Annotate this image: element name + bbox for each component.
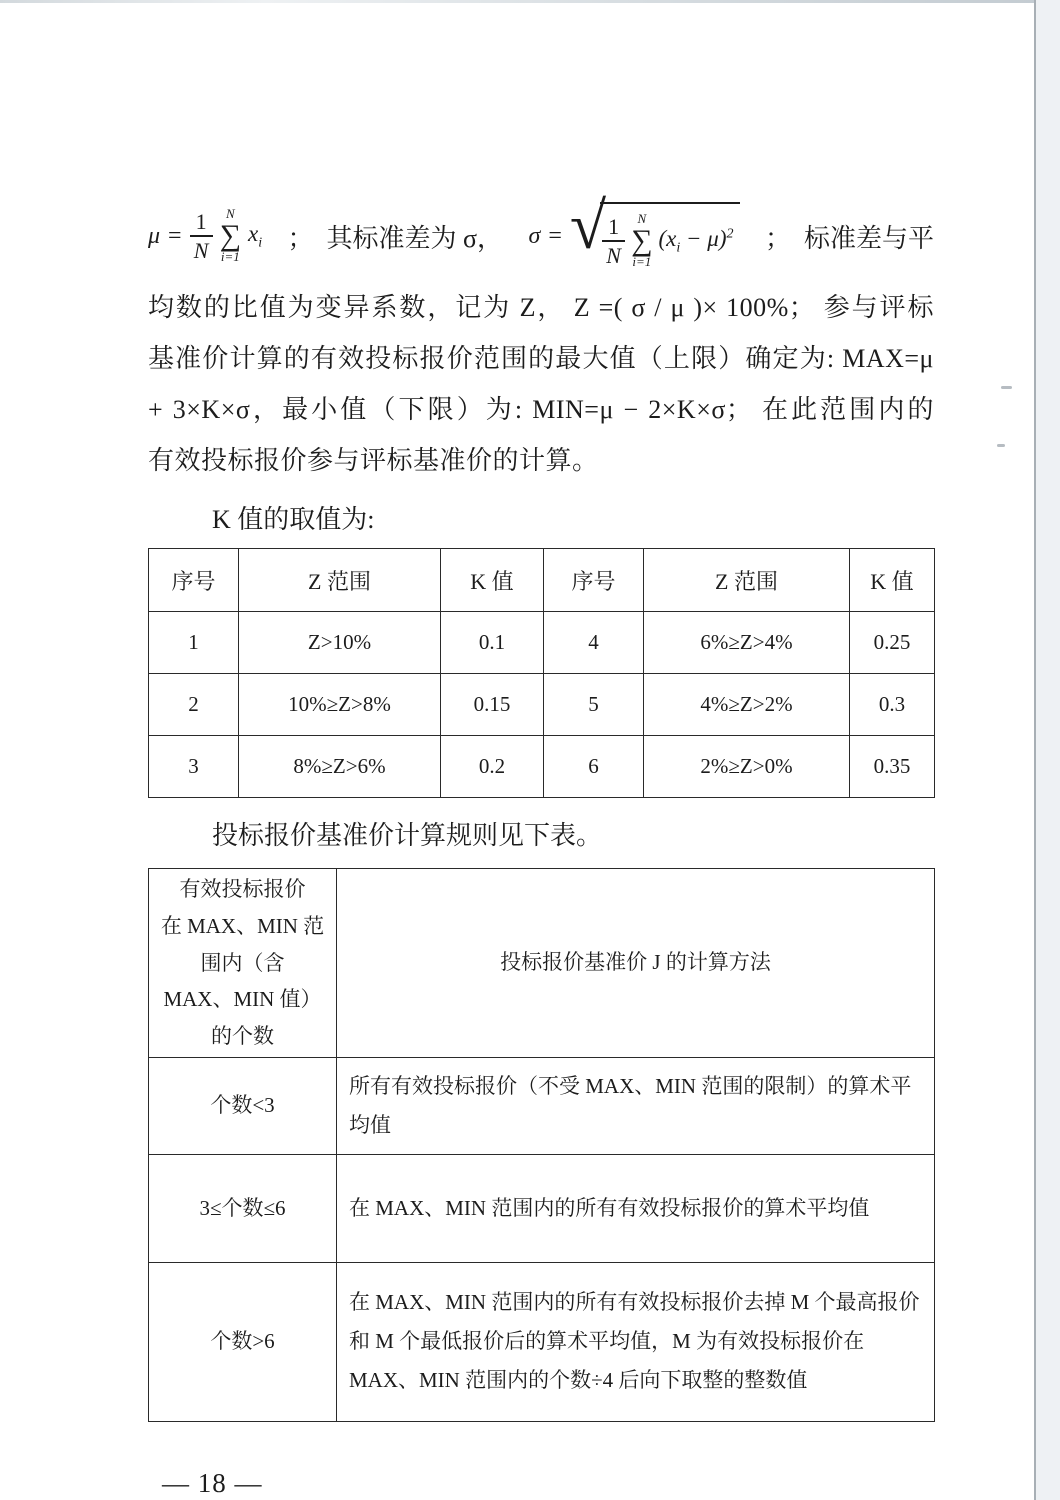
cell: 0.35 [850,736,935,798]
header-cell: K 值 [850,549,935,612]
benchmark-rule-table [148,868,935,1422]
intro-paragraph [148,282,934,486]
formula-mu [148,207,262,264]
cell: 10%≥Z>8% [239,674,441,736]
scanned-page-content [148,0,934,1499]
table-row [149,1057,935,1154]
cell: 2 [149,674,239,736]
cell: 0.2 [441,736,544,798]
method-cell: 在 MAX、MIN 范围内的所有有效投标报价的算术平均值 [337,1154,935,1262]
header-cell: K 值 [441,549,544,612]
cell: 0.3 [850,674,935,736]
paragraph-line: 有效投标报价参与评标基准价的计算。 [148,446,599,475]
text-after-sigma: ； 标准差与平 [764,223,934,253]
paragraph-line: + 3×K×σ，最小值（下限）为: MIN=μ − 2×K×σ； 在此范围内的 [148,395,934,424]
header-cell-count: 有效投标报价 在 MAX、MIN 范围内（含 MAX、MIN 值）的个数 [149,869,337,1058]
count-cell: 3≤个数≤6 [149,1154,337,1262]
k-value-heading: K 值的取值为: [212,505,375,534]
table-header-row [149,549,935,612]
fraction-1-over-N: $\frac{1}{N}$ [190,210,213,262]
summation-sign: N ∑ i=1 [631,211,653,270]
cell: 6 [544,736,644,798]
radical-sign: √ [569,190,607,264]
header-cell-method: 投标报价基准价 J 的计算方法 [337,869,935,1058]
cell: 1 [149,612,239,674]
method-cell: 所有有效投标报价（不受 MAX、MIN 范围的限制）的算术平均值 [337,1057,935,1154]
sigma-symbol: σ [528,222,541,249]
cell: 6%≥Z>4% [644,612,850,674]
method-cell: 在 MAX、MIN 范围内的所有有效投标报价去掉 M 个最高报价和 M 个最低报价后的算术平均值，M 为有效投标报价在 MAX、MIN 范围内的个数÷4 后向下取整的整数值 [337,1262,935,1421]
count-cell: 个数>6 [149,1262,337,1421]
table-row [149,612,935,674]
summation-sign: N ∑ i=1 [219,206,241,265]
formula-sigma [528,190,740,270]
count-cell: 个数<3 [149,1057,337,1154]
header-cell: 序号 [544,549,644,612]
table-row [149,736,935,798]
cell: 3 [149,736,239,798]
k-value-table [148,548,935,798]
x-sub-i: $x_i$ [247,220,263,251]
xi-minus-mu-squared: $(x_i - \mu)^2$ [658,225,734,256]
scan-speck [1001,386,1012,389]
cell: 0.1 [441,612,544,674]
mu-symbol: μ [148,222,161,249]
fraction-1-over-N: $\frac{1}{N}$ [602,215,625,267]
cell: 0.15 [441,674,544,736]
cell: Z>10% [239,612,441,674]
equals-sign: = [548,222,562,249]
header-cell: 序号 [149,549,239,612]
cell: 2%≥Z>0% [644,736,850,798]
scan-speck [997,444,1005,447]
cell: 4%≥Z>2% [644,674,850,736]
header-cell: Z 范围 [644,549,850,612]
intro-formula-line [148,190,934,282]
paragraph-line: 均数的比值为变异系数，记为 Z， Z =( σ / μ )× 100%； 参与评标 [148,293,934,322]
cell: 5 [544,674,644,736]
table-row [149,1262,935,1421]
table-row [149,1154,935,1262]
table-header-row [149,869,935,1058]
text-after-mu: ； 其标准差为 σ， [287,223,504,253]
cell: 4 [544,612,644,674]
scan-edge-right [1034,0,1060,1500]
paragraph-line: 基准价计算的有效投标报价范围的最大值（上限）确定为: MAX=μ [148,344,934,373]
page-number: — 18 — [162,1467,263,1498]
cell: 0.25 [850,612,935,674]
rule-table-heading: 投标报价基准价计算规则见下表。 [212,821,603,850]
cell: 8%≥Z>6% [239,736,441,798]
square-root [569,190,740,270]
table-row [149,674,935,736]
equals-sign: = [168,222,182,249]
header-cell: Z 范围 [239,549,441,612]
